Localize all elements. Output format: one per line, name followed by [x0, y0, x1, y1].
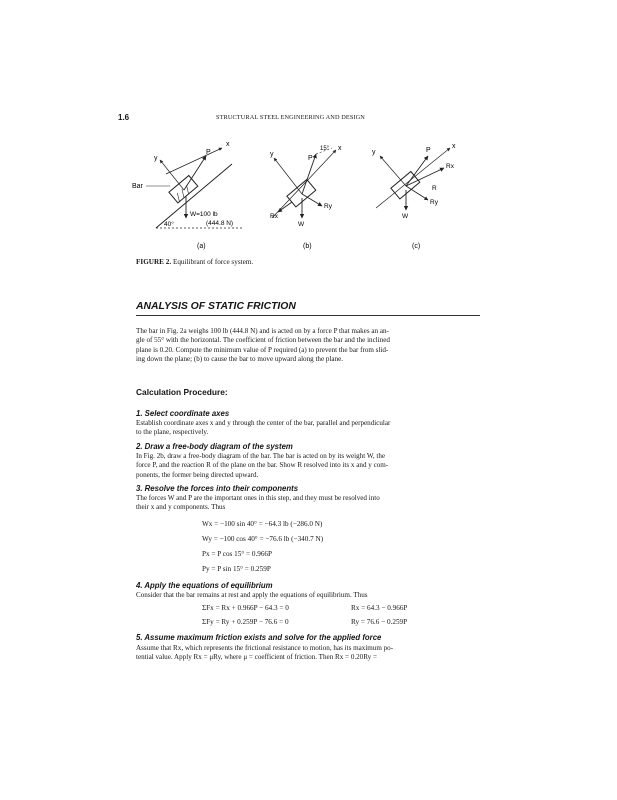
caption-label: FIGURE 2.	[136, 258, 172, 266]
x-axis-a	[166, 148, 222, 174]
equilibrium-result-x: Rx = 64.3 − 0.966P	[351, 604, 408, 612]
p-label-b: P	[308, 155, 313, 162]
calculation-heading: Calculation Procedure:	[136, 387, 228, 397]
step-2-line: In Fig. 2b, draw a free-body diagram of the bar. The bar is acted on by its weight W, the	[136, 452, 386, 460]
angle-label-b: 15°	[320, 146, 330, 152]
ry-label-b: Ry	[324, 203, 332, 210]
panel-b	[270, 145, 342, 250]
step-3-line: The forces W and P are the important ones in this step, and they must be resolved into	[136, 494, 380, 502]
weight-label-a: W=100 lb	[190, 211, 218, 218]
rx-label-b: Rx	[270, 213, 278, 220]
ry-label-c: Ry	[430, 199, 438, 206]
step-5-line: Assume that Rx, which represents the frictional resistance to motion, has its maximum po-	[136, 644, 394, 652]
p-label-a: P	[206, 149, 211, 156]
panel-label-a: (a)	[197, 243, 206, 250]
r-label-c: R	[432, 185, 437, 192]
step-2-body	[136, 452, 481, 480]
reaction-ry-c	[406, 186, 428, 200]
bar-label: Bar	[132, 183, 143, 190]
rx-label-c: Rx	[446, 163, 454, 170]
step-5-line: tential value. Apply Rx = μRy, where μ = coefficient of friction. Then Rx = 0.20Ry =	[136, 653, 377, 662]
y-label-b: y	[270, 151, 274, 158]
equation-py: Py = P sin 15° = 0.259P	[202, 565, 271, 573]
equation-wy: Wy = −100 cos 40° = −76.6 lb (−340.7 N)	[202, 535, 324, 543]
reaction-rx-b	[278, 202, 292, 212]
step-2-line: ponents, the former being directed upward.	[136, 470, 259, 479]
problem-line: plane is 0.20. Compute the minimum value of P required (a) to prevent the bar from slid-	[136, 345, 389, 354]
x-label-a: x	[226, 141, 230, 148]
problem-line: The bar in Fig. 2a weighs 100 lb (444.8 N) and is acted on by a force P that makes an an-	[136, 327, 389, 335]
w-label-b: W	[298, 221, 305, 228]
page-header	[118, 113, 498, 125]
equilibrium-sum-y: ΣFy = Ry + 0.259P − 76.6 = 0	[202, 618, 289, 626]
step-4-line: Consider that the bar remains at rest and apply the equations of equilibrium. Thus	[136, 591, 368, 599]
problem-statement	[136, 327, 481, 365]
equation-wx: Wx = −100 sin 40° = −64.3 lb (−286.0 N)	[202, 520, 323, 528]
panel-label-c: (c)	[412, 243, 421, 250]
step-3-title: 3. Resolve the forces into their components	[136, 484, 299, 493]
x-label-c: x	[452, 143, 456, 150]
y-axis-c	[380, 156, 406, 186]
section-title: ANALYSIS OF STATIC FRICTION	[136, 301, 296, 312]
step-5-body	[136, 644, 481, 663]
step-1-body	[136, 419, 481, 438]
step-4-title: 4. Apply the equations of equilibrium	[136, 581, 273, 590]
step-4-body	[136, 591, 481, 600]
y-axis-b	[274, 158, 302, 194]
panel-a	[132, 141, 244, 250]
angle-label-a: 40°	[164, 221, 174, 228]
step-1-line: Establish coordinate axes x and y through the center of the bar, parallel and perpendicular	[136, 419, 391, 427]
reaction-ry-b	[302, 194, 322, 206]
section-rule	[136, 315, 480, 316]
step-2-line: force P, and the reaction R of the plane on the bar. Show R resolved into its x and y com-	[136, 461, 389, 470]
step-3-line: their x and y components. Thus	[136, 503, 226, 512]
step-3-body	[136, 494, 481, 513]
x-label-b: x	[338, 145, 342, 152]
step-5-title: 5. Assume maximum friction exists and solve for the applied force	[136, 633, 382, 642]
panel-c	[372, 143, 456, 250]
p-label-c: P	[426, 147, 431, 154]
panel-label-b: (b)	[303, 243, 312, 250]
equilibrium-result-y: Ry = 76.6 − 0.259P	[351, 618, 408, 626]
free-body-diagrams	[132, 138, 482, 256]
equation-px: Px = P cos 15° = 0.966P	[202, 550, 273, 558]
equilibrium-sum-x: ΣFx = Rx + 0.966P − 64.3 = 0	[202, 604, 289, 612]
y-label-a: y	[154, 155, 158, 162]
y-axis-a	[160, 160, 184, 190]
running-title: STRUCTURAL STEEL ENGINEERING AND DESIGN	[216, 114, 365, 121]
w-label-c: W	[402, 213, 409, 220]
figure-caption	[136, 258, 253, 266]
figure-2	[132, 138, 482, 256]
step-1-line: to the plane, respectively.	[136, 428, 209, 437]
step-2-title: 2. Draw a free-body diagram of the system	[136, 442, 293, 451]
step-1-title: 1. Select coordinate axes	[136, 409, 230, 418]
weight-metric-a: (444.8 N)	[206, 220, 234, 227]
y-label-c: y	[372, 149, 376, 156]
caption-text: Equilibrant of force system.	[172, 258, 254, 266]
x-axis-c	[376, 148, 450, 208]
problem-line: gle of 55° with the horizontal. The coefficient of friction between the bar and the inclined	[136, 336, 390, 345]
problem-line: ing down the plane; (b) to cause the bar to move upward along the plane.	[136, 355, 344, 364]
page-number: 1.6	[118, 113, 130, 122]
